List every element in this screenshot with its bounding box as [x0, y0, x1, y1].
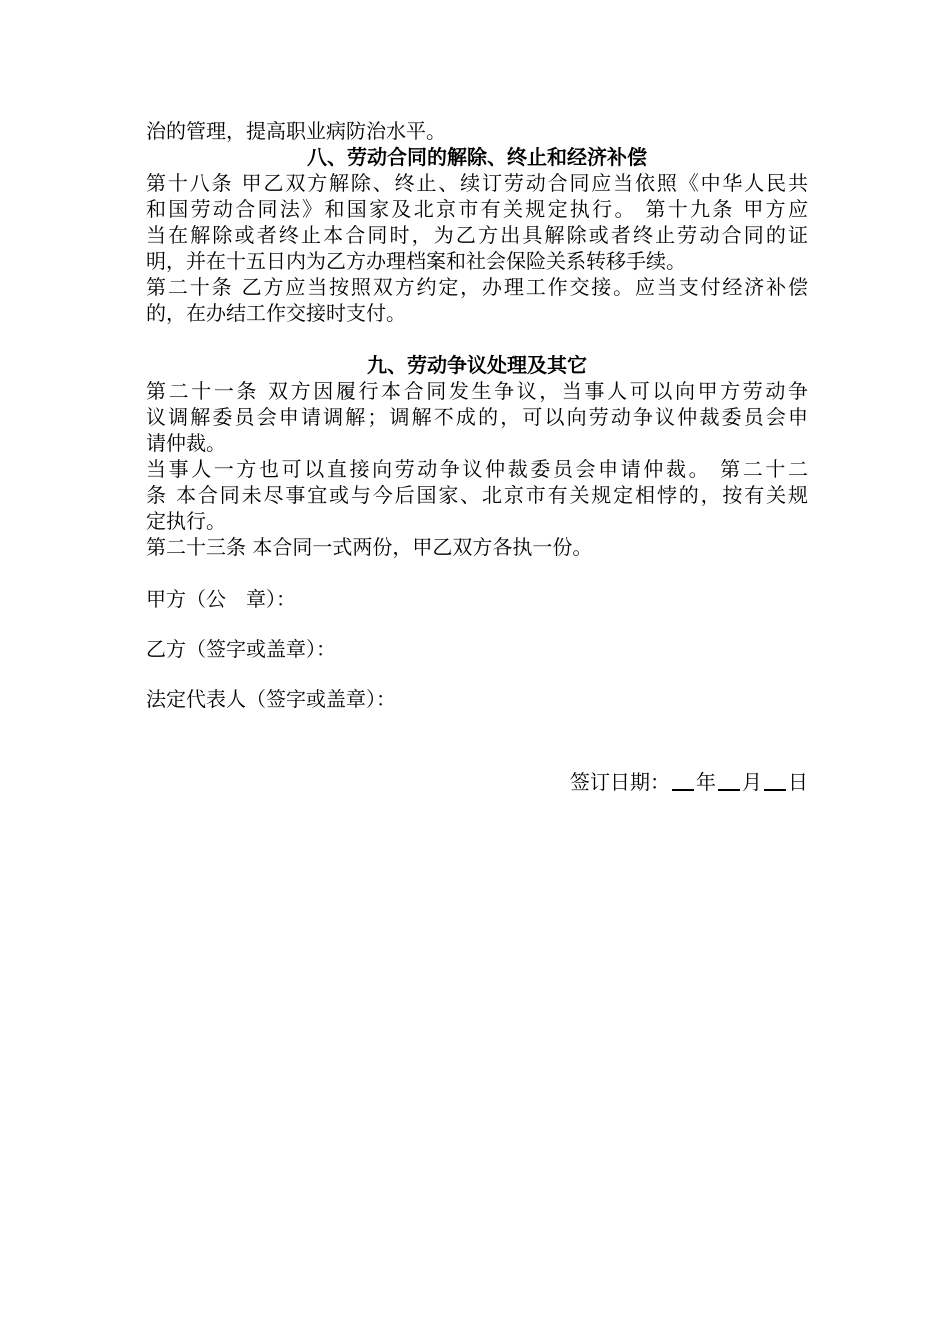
paragraph-line: 治的管理，提高职业病防治水平。: [146, 119, 446, 143]
paragraph-line: 第二十条 乙方应当按照双方约定，办理工作交接。应当支付经济补偿: [146, 275, 808, 299]
paragraph-line: 的，在办结工作交接时支付。: [146, 301, 406, 325]
paragraph-line: 第十八条 甲乙双方解除、终止、续订劳动合同应当依照《中华人民共: [146, 171, 808, 195]
paragraph-line: 请仲裁。: [146, 431, 226, 455]
day-blank: [764, 769, 786, 791]
paragraph-line: 和国劳动合同法》和国家及北京市有关规定执行。 第十九条 甲方应: [146, 197, 808, 221]
paragraph-line: 第二十一条 双方因履行本合同发生争议，当事人可以向甲方劳动争: [146, 379, 808, 403]
paragraph-line: 明，并在十五日内为乙方办理档案和社会保险关系转移手续。: [146, 249, 686, 273]
year-blank: [672, 769, 694, 791]
legal-rep-signature-line: 法定代表人（签字或盖章）：: [146, 687, 396, 711]
party-a-signature-line: 甲方（公 章）：: [146, 587, 296, 611]
paragraph-line: 条 本合同未尽事宜或与今后国家、北京市有关规定相悖的，按有关规: [146, 483, 808, 507]
paragraph-line: 第二十三条 本合同一式两份，甲乙双方各执一份。: [146, 535, 593, 559]
paragraph-line: 议调解委员会申请调解；调解不成的，可以向劳动争议仲裁委员会申: [146, 405, 808, 429]
signing-date: [146, 769, 808, 795]
month-blank: [718, 769, 740, 791]
spacer: [146, 612, 808, 636]
spacer: [146, 560, 808, 586]
section-heading-disputes: 九、劳动争议处理及其它: [367, 353, 587, 377]
day-label: 日: [788, 770, 808, 794]
date-label: 签订日期：: [570, 770, 670, 794]
year-label: 年: [696, 770, 716, 794]
month-label: 月: [742, 770, 762, 794]
party-b-signature-line: 乙方（签字或盖章）：: [146, 637, 336, 661]
contract-page: [146, 118, 808, 712]
section-heading-termination: 八、劳动合同的解除、终止和经济补偿: [307, 145, 647, 169]
paragraph-line: 当在解除或者终止本合同时，为乙方出具解除或者终止劳动合同的证: [146, 223, 808, 247]
paragraph-line: 定执行。: [146, 509, 226, 533]
paragraph-line: 当事人一方也可以直接向劳动争议仲裁委员会申请仲裁。 第二十二: [146, 457, 808, 481]
spacer: [146, 662, 808, 686]
spacer: [146, 326, 808, 352]
